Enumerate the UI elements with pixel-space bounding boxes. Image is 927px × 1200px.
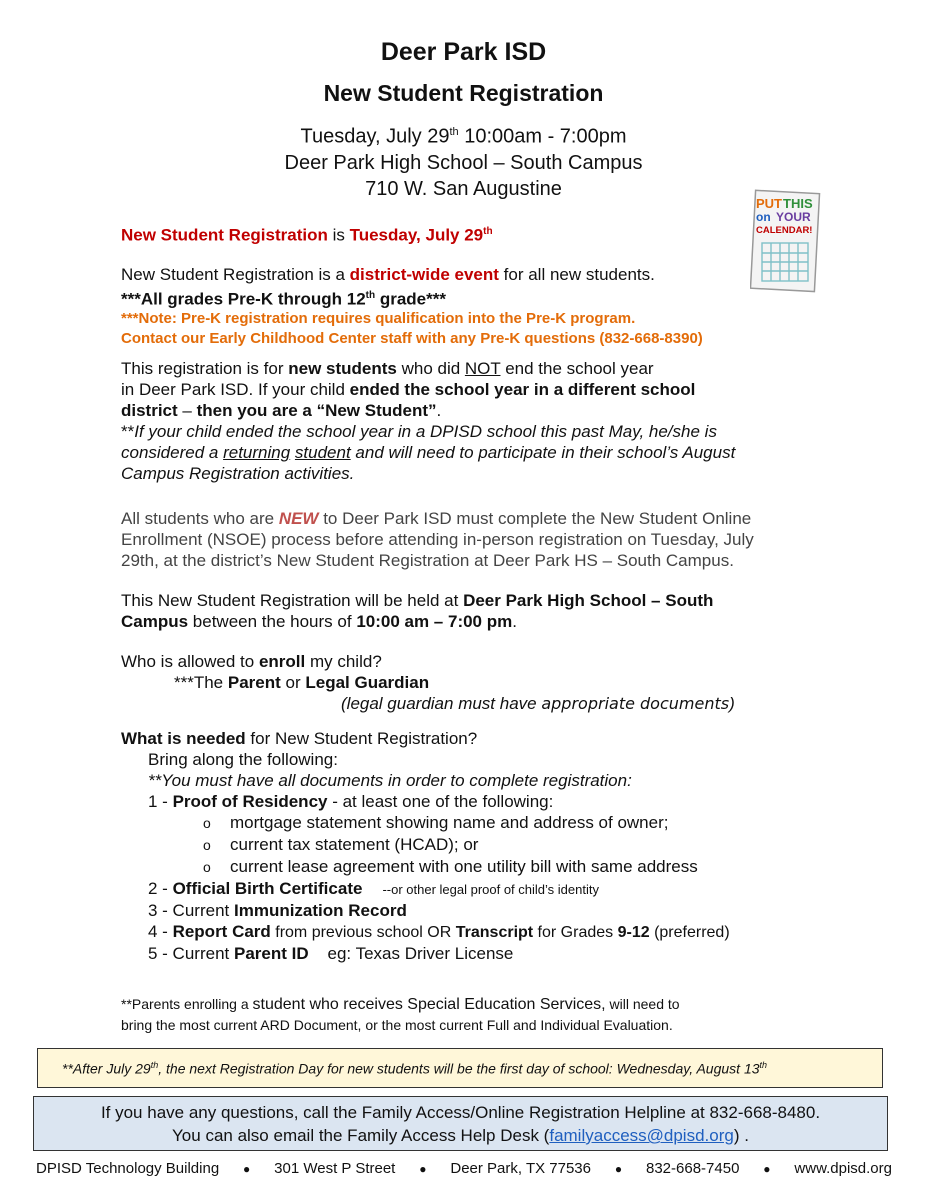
residency-sub-2 — [203, 834, 841, 856]
footer-sep-4: ● — [763, 1162, 771, 1176]
sub-text-1: mortgage statement showing name and address of owner; — [230, 813, 669, 832]
i1c: - at least one of the following: — [327, 792, 554, 811]
cal-on: on — [756, 210, 771, 224]
held-l2b: between the hours of — [188, 612, 357, 631]
event-date — [0, 119, 927, 150]
elig-l5a: considered a — [121, 443, 224, 462]
needed-heading — [121, 728, 841, 749]
intro-line-date — [121, 221, 821, 246]
elig-l1e: end the school year — [500, 359, 654, 378]
held-l2c: 10:00 am – 7:00 pm — [356, 612, 513, 631]
elig-l3b: – — [177, 401, 197, 420]
after-a: **After July 29 — [62, 1060, 151, 1077]
sub-bullet-2: o — [203, 837, 211, 853]
elig-l3c: then you are a “New Student” — [196, 401, 437, 420]
sped-l1a: **Parents enrolling a — [121, 996, 253, 1012]
nsoe-l1a: All students who are — [121, 509, 279, 528]
nsoe-l1c: to Deer Park ISD must complete the New Student Online — [318, 509, 752, 528]
sped-line-2: bring the most current ARD Document, or the most current Full and Individual Evaluation. — [121, 1017, 673, 1033]
elig-l2a: in Deer Park ISD. If your child — [121, 380, 350, 399]
sped-line-1 — [121, 994, 841, 1015]
org-name: Deer Park ISD — [380, 38, 547, 66]
needed-item-5 — [148, 943, 841, 964]
needed-h1: What is needed — [121, 729, 246, 748]
nsoe-line-2: Enrollment (NSOE) process before attending in-person registration on Tuesday, July — [121, 530, 754, 549]
elig-line-5 — [121, 442, 821, 463]
elig-l5b: returning — [223, 443, 291, 462]
held-l1a: This New Student Registration will be held at — [121, 591, 464, 610]
after-b-sup: th — [759, 1060, 768, 1070]
needed-item-3 — [148, 900, 841, 921]
held-l2a: Campus — [121, 612, 189, 631]
after-b: , the next Registration Day for new students will be the first day of school: Wednesday, August 13 — [158, 1060, 760, 1077]
who-answer — [121, 672, 821, 693]
who-guardian-note — [121, 693, 821, 714]
after-a-sup: th — [150, 1060, 159, 1070]
cal-your: YOUR — [776, 210, 811, 224]
who-q3: my child? — [305, 652, 382, 671]
footer-website-link[interactable]: www.dpisd.org — [794, 1160, 892, 1177]
intro-c2: grade*** — [375, 289, 446, 309]
helpdesk-end: ) . — [733, 1126, 749, 1145]
i4b: Report Card — [172, 922, 271, 941]
intro-c1-sup: th — [365, 289, 376, 301]
elig-line-6: Campus Registration activities. — [121, 464, 355, 483]
i5b: Parent ID — [233, 944, 309, 963]
held-line-1 — [121, 590, 821, 611]
intro-nsr: New Student Registration — [121, 225, 328, 245]
elig-l3a: district — [121, 401, 178, 420]
who-a4: Legal Guardian — [305, 673, 430, 692]
elig-l1b: new students — [288, 359, 397, 378]
intro-b1: New Student Registration is a — [121, 264, 350, 284]
intro-date: Tuesday, July 29 — [349, 225, 484, 245]
held-line-2 — [121, 611, 821, 632]
intro-line-grades — [121, 285, 821, 310]
i2c: --or other legal proof of child’s identity — [382, 882, 599, 897]
helpdesk-line — [34, 1124, 887, 1147]
who-question — [121, 651, 821, 672]
cal-calendar: CALENDAR! — [756, 225, 813, 236]
who-a7: ) — [729, 694, 735, 713]
who-a2: Parent — [227, 673, 281, 692]
elig-l2b: ended the school year in a different school — [349, 380, 696, 399]
intro-b2: district-wide event — [349, 264, 499, 284]
intro-c1: ***All grades Pre-K through 12 — [121, 289, 366, 309]
footer-sep-2: ● — [419, 1162, 427, 1176]
i2a: 2 - — [148, 879, 173, 898]
prek-note-1: ***Note: Pre-K registration requires qualification into the Pre-K program. — [121, 310, 636, 328]
needed-item-1 — [148, 791, 841, 812]
sub-bullet-3: o — [203, 859, 211, 875]
helpline-text: If you have any questions, call the Family Access/Online Registration Helpline at 832-668-8480. — [100, 1103, 821, 1122]
date-suffix: 10:00am - 7:00pm — [458, 125, 627, 148]
sub-bullet-1: o — [203, 815, 211, 831]
nsoe-line-1 — [121, 508, 821, 529]
i1b: Proof of Residency — [172, 792, 328, 811]
i5c: eg: Texas Driver License — [308, 944, 514, 963]
elig-l4a: ** — [121, 422, 135, 441]
sped-l1c: will need to — [605, 996, 680, 1012]
sped-l1b: student who receives Special Education Services, — [252, 996, 606, 1013]
i4c: from previous school OR — [270, 924, 456, 941]
elig-l3d: . — [436, 401, 442, 420]
needed-h2: for New Student Registration? — [245, 729, 478, 748]
i4d: Transcript — [455, 924, 534, 941]
who-a1: ***The — [174, 673, 228, 692]
needed-must: **You must have all documents in order to complete registration: — [148, 771, 632, 790]
footer-city: Deer Park, TX 77536 — [450, 1160, 591, 1177]
sub-text-2: current tax statement (HCAD); or — [230, 835, 479, 854]
date-sup: th — [449, 126, 459, 138]
footer-sep-3: ● — [614, 1162, 623, 1176]
helpdesk-email-link[interactable]: familyaccess@dpisd.org — [549, 1126, 734, 1145]
prek-note-2: Contact our Early Childhood Center staff with any Pre-K questions (832-668-8390) — [121, 330, 703, 348]
sub-text-3: current lease agreement with one utility bill with same address — [230, 857, 698, 876]
i3b: Immunization Record — [233, 901, 407, 920]
i4e: for Grades — [533, 924, 618, 941]
i5a: 5 - Current — [148, 944, 234, 963]
nsoe-l1b: NEW — [278, 509, 319, 528]
i2b: Official Birth Certificate — [172, 879, 363, 898]
after-july-notice-box — [37, 1048, 883, 1088]
footer-street: 301 West P Street — [274, 1160, 396, 1177]
i4a: 4 - — [148, 922, 173, 941]
footer — [36, 1159, 892, 1179]
elig-l5e: and will need to participate in their school’s August — [350, 443, 736, 462]
elig-l1c: who did — [396, 359, 465, 378]
held-l2d: . — [512, 612, 517, 631]
held-l1b: Deer Park High School – South — [463, 591, 714, 610]
cal-this: THIS — [783, 196, 813, 211]
who-q1: Who is allowed to — [121, 652, 259, 671]
elig-line-3 — [121, 400, 821, 421]
helpdesk-text: You can also email the Family Access Help Desk ( — [172, 1126, 550, 1145]
nsoe-line-3: 29th, at the district’s New Student Registration at Deer Park HS – South Campus. — [121, 551, 734, 570]
i4f: 9-12 — [617, 924, 650, 941]
needed-item-4 — [148, 921, 841, 943]
intro-is: is — [327, 225, 350, 245]
elig-l1d: NOT — [464, 359, 501, 378]
residency-sub-1 — [203, 812, 841, 834]
event-address: 710 W. San Augustine — [365, 177, 562, 200]
needed-bring: Bring along the following: — [148, 750, 338, 769]
page-title: New Student Registration — [323, 80, 604, 106]
who-a3: or — [280, 673, 306, 692]
who-a6: appropriate documents — [541, 694, 730, 713]
i3a: 3 - Current — [148, 901, 234, 920]
i1a: 1 - — [148, 792, 173, 811]
intro-line-districtwide — [121, 264, 821, 285]
footer-building: DPISD Technology Building — [36, 1160, 220, 1177]
footer-phone: 832-668-7450 — [646, 1160, 740, 1177]
residency-sub-3 — [203, 856, 841, 878]
elig-line-4 — [121, 421, 821, 442]
intro-b3: for all new students. — [498, 264, 655, 284]
intro-date-sup: th — [483, 226, 493, 237]
elig-line-2 — [121, 379, 821, 400]
elig-line-1 — [121, 358, 821, 379]
cal-put: PUT — [756, 196, 782, 211]
elig-l5d: student — [294, 443, 351, 462]
event-location: Deer Park High School – South Campus — [284, 151, 643, 174]
i4g: (preferred) — [649, 924, 730, 941]
date-prefix: Tuesday, July 29 — [300, 125, 450, 148]
footer-sep-1: ● — [243, 1162, 251, 1176]
elig-l4b: If your child ended the school year in a DPISD school this past May, he/she is — [134, 422, 717, 441]
helpline-box — [33, 1096, 888, 1151]
who-a5: (legal guardian must have — [341, 694, 542, 713]
elig-l1a: This registration is for — [121, 359, 289, 378]
needed-item-2 — [148, 878, 841, 900]
who-q2: enroll — [258, 652, 306, 671]
